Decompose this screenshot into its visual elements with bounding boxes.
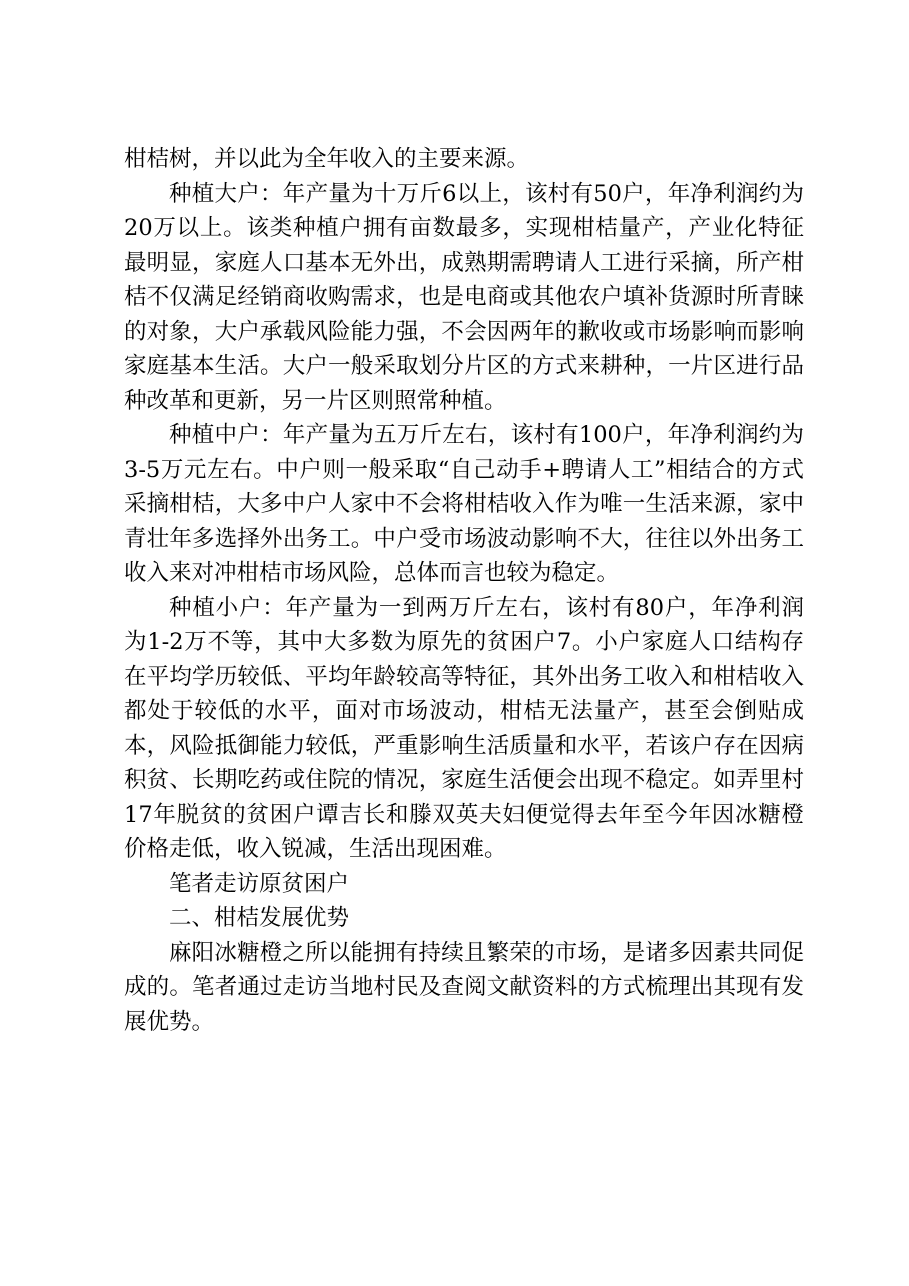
document-body: [124, 142, 804, 1039]
paragraph-small-growers: 种植小户：年产量为一到两万斤左右，该村有80户，年净利润为1-2万不等，其中大多数为原先的贫困户7。小户家庭人口结构存在平均学历较低、平均年龄较高等特征，其外出务工收入和柑桔收入都处于较低的水平，面对市场波动，柑桔无法量产，甚至会倒贴成本，风险抵御能力较低，严重影响生活质量和水平，若该户存在因病积贫、长期吃药或住院的情况，家庭生活便会出现不稳定。如弄里村17年脱贫的贫困户谭吉长和滕双英夫妇便觉得去年至今年因冰糖橙价格走低，收入锐减，生活出现困难。: [124, 594, 804, 862]
paragraph-photo-caption: 笔者走访原贫困户: [169, 870, 350, 897]
section-heading: 二、柑桔发展优势: [169, 905, 350, 931]
paragraph-large-growers: 种植大户：年产量为十万斤6以上，该村有50户，年净利润约为20万以上。该类种植户拥有亩数最多，实现柑桔量产，产业化特征最明显，家庭人口基本无外出，成熟期需聘请人工进行采摘，所产柑桔不仅满足经销商收购需求，也是电商或其他农户填补货源时所青睐的对象，大户承载风险能力强，不会因两年的歉收或市场影响而影响家庭基本生活。大户一般采取划分片区的方式来耕种，一片区进行品种改革和更新，另一片区则照常种植。: [124, 180, 804, 414]
paragraph-advantages-intro: 麻阳冰糖橙之所以能拥有持续且繁荣的市场，是诸多因素共同促成的。笔者通过走访当地村民及查阅文献资料的方式梳理出其现有发展优势。: [124, 939, 804, 1035]
paragraph-continuation: 柑桔树，并以此为全年收入的主要来源。: [124, 146, 530, 172]
paragraph-medium-growers: 种植中户：年产量为五万斤左右，该村有100户，年净利润约为3-5万元左右。中户则一般采取“自己动手+聘请人工”相结合的方式采摘柑桔，大多中户人家中不会将柑桔收入作为唯一生活来源，家中青壮年多选择外出务工。中户受市场波动影响不大，往往以外出务工收入来对冲柑桔市场风险，总体而言也较为稳定。: [124, 422, 804, 586]
